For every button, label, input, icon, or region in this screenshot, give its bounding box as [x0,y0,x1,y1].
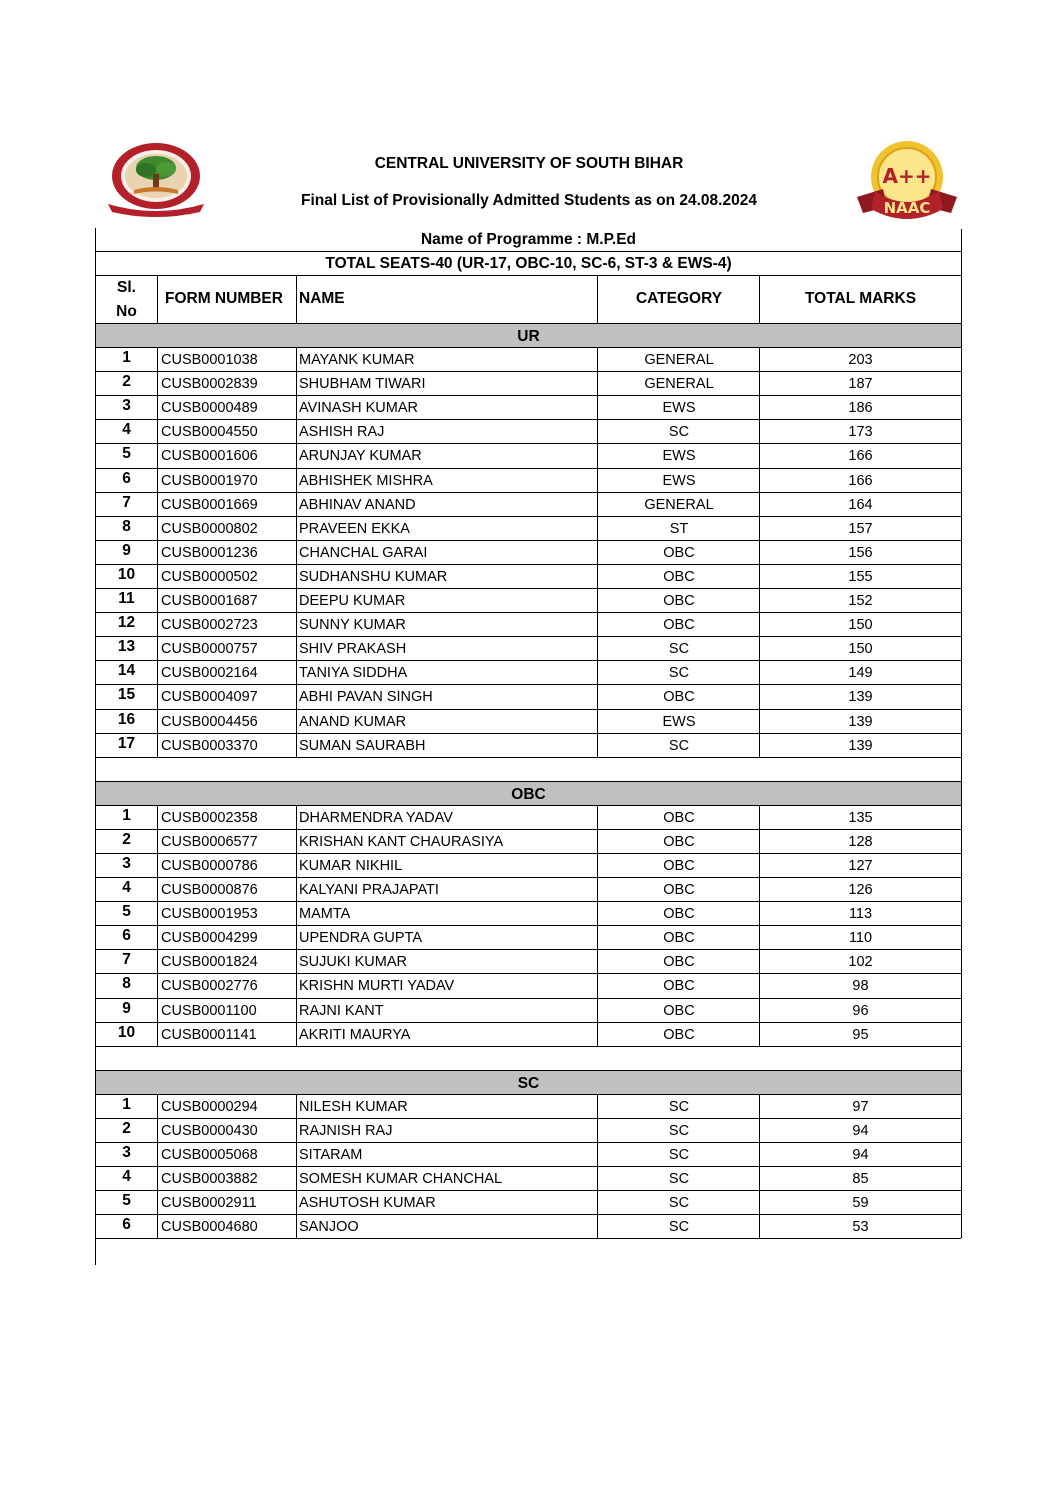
column-divider [961,757,962,781]
row-name: MAMTA [299,906,351,923]
row-category: OBC [663,689,695,706]
row-name: ARUNJAY KUMAR [299,448,422,465]
row-total-marks: 135 [848,809,873,826]
row-category: EWS [662,448,696,465]
column-divider [759,1094,760,1239]
column-divider [597,347,598,757]
row-total-marks: 157 [848,520,873,537]
divider [96,636,961,637]
divider [96,1238,961,1239]
row-form-number: CUSB0004456 [161,713,258,730]
table-row [96,1214,961,1238]
divider [96,275,961,276]
row-name: SOMESH KUMAR CHANCHAL [299,1171,503,1187]
row-category: OBC [663,954,695,971]
col-header-category: CATEGORY [635,290,723,307]
row-name: TANIYA SIDDHA [299,665,408,682]
row-sl-number: 6 [122,469,131,487]
divider [96,492,961,493]
row-form-number: CUSB0001953 [161,906,258,923]
row-total-marks: 173 [848,424,873,441]
divider [96,443,961,444]
row-sl-number: 8 [122,975,131,993]
row-category: OBC [663,930,695,947]
divider [96,805,961,806]
row-sl-number: 16 [117,710,136,728]
row-total-marks: 94 [852,1146,869,1163]
divider [96,998,961,999]
row-category: OBC [663,809,695,826]
row-form-number: CUSB0001141 [161,1026,257,1043]
row-total-marks: 139 [848,713,873,730]
row-form-number: CUSB0002911 [161,1195,257,1212]
row-form-number: CUSB0002358 [161,809,258,826]
section-header: OBC [96,782,961,805]
divider [96,829,961,830]
col-header-sl [96,276,157,324]
row-total-marks: 166 [848,472,873,489]
table-row [96,612,961,636]
row-total-marks: 110 [848,930,873,947]
column-divider [597,1094,598,1239]
column-divider [296,1094,297,1239]
divider [96,709,961,710]
naac-badge [853,137,961,229]
row-sl-number: 4 [122,1168,131,1185]
column-divider [157,347,158,757]
divider [96,1118,961,1119]
divider [96,1142,961,1143]
table-row [96,1022,961,1046]
column-divider [157,1094,158,1239]
row-name: AVINASH KUMAR [299,400,418,417]
row-name: SANJOO [299,1219,359,1236]
row-sl-number: 6 [122,927,131,945]
row-form-number: CUSB0004550 [161,424,258,441]
column-divider [759,347,760,757]
row-form-number: CUSB0000502 [161,568,258,585]
column-divider [961,276,962,323]
row-form-number: CUSB0000430 [161,1122,258,1139]
row-name: ASHISH RAJ [299,424,385,441]
column-divider [296,805,297,1046]
divider [96,516,961,517]
row-form-number: CUSB0002776 [161,978,258,995]
row-name: ABHI PAVAN SINGH [299,689,433,706]
row-name: SUDHANSHU KUMAR [299,568,448,585]
row-total-marks: 150 [848,617,873,634]
table-row [96,805,961,829]
row-name: KALYANI PRAJAPATI [299,882,439,898]
row-total-marks: 139 [848,737,873,754]
row-category: OBC [663,568,695,585]
table-row [96,973,961,997]
divider [96,925,961,926]
row-form-number: CUSB0002839 [161,376,258,393]
row-name: MAYANK KUMAR [299,352,415,368]
row-category: SC [668,1122,690,1139]
col-header-sl-bottom: No [116,303,137,320]
row-sl-number: 5 [122,1192,131,1210]
table-row [96,564,961,588]
row-sl-number: 17 [117,734,136,752]
row-sl-number: 3 [122,397,131,415]
row-total-marks: 164 [848,496,873,513]
row-category: SC [668,1146,690,1163]
row-form-number: CUSB0001236 [161,544,258,561]
row-sl-number: 5 [122,445,131,463]
column-divider [759,276,760,323]
table-row [96,347,961,371]
col-header-sl-top: Sl. [117,279,136,296]
divider [96,684,961,685]
column-divider [157,276,158,323]
column-divider [961,347,962,757]
divider [96,395,961,396]
row-form-number: CUSB0003882 [161,1171,258,1187]
row-form-number: CUSB0002164 [161,665,258,682]
row-name: SITARAM [299,1146,363,1163]
row-sl-number: 7 [122,493,131,511]
row-name: ANAND KUMAR [299,713,407,730]
table-row [96,468,961,492]
table-row [96,636,961,660]
row-sl-number: 1 [122,806,131,824]
table-row [96,660,961,684]
row-form-number: CUSB0005068 [161,1146,258,1163]
row-total-marks: 126 [848,882,873,898]
row-form-number: CUSB0004097 [161,689,258,706]
row-category: OBC [663,978,695,995]
col-header-form: FORM NUMBER [165,290,283,307]
naac-label: NAAC [883,199,931,217]
column-divider [296,276,297,323]
row-sl-number: 13 [117,638,136,656]
table-row [96,853,961,877]
row-name: ABHISHEK MISHRA [299,472,433,489]
university-name: CENTRAL UNIVERSITY OF SOUTH BIHAR [374,155,684,172]
row-total-marks: 127 [848,857,873,874]
row-category: GENERAL [644,352,714,368]
table-row [96,516,961,540]
table-row [96,829,961,853]
row-category: ST [669,520,689,537]
column-divider [961,323,962,347]
divider [96,1190,961,1191]
divider [96,853,961,854]
row-name: SHUBHAM TIWARI [299,376,426,393]
divider [96,949,961,950]
row-sl-number: 10 [117,565,136,583]
row-name: CHANCHAL GARAI [299,544,428,561]
column-divider [961,229,962,276]
row-category: OBC [663,857,695,874]
row-category: OBC [663,882,695,898]
row-category: OBC [663,833,695,850]
row-total-marks: 166 [848,448,873,465]
row-name: ASHUTOSH KUMAR [299,1195,436,1212]
divider [96,1094,961,1095]
table-row [96,395,961,419]
table-row [96,949,961,973]
column-divider [961,781,962,805]
row-category: EWS [662,713,696,730]
row-category: EWS [662,400,696,417]
divider [96,1022,961,1023]
row-sl-number: 2 [122,830,131,848]
row-sl-number: 1 [122,1095,131,1113]
row-category: GENERAL [644,376,714,393]
table-row [96,1190,961,1214]
row-category: SC [668,737,690,754]
row-sl-number: 8 [122,517,131,535]
row-sl-number: 2 [122,373,131,391]
row-sl-number: 6 [122,1216,131,1234]
row-form-number: CUSB0001970 [161,472,258,489]
row-name: RAJNISH RAJ [299,1122,393,1139]
row-category: OBC [663,1002,695,1019]
row-category: SC [668,641,690,658]
table-row [96,371,961,395]
row-name: SHIV PRAKASH [299,641,407,658]
column-divider [961,1046,962,1070]
row-name: RAJNI KANT [299,1002,384,1019]
column-divider [759,805,760,1046]
row-form-number: CUSB0000294 [161,1098,258,1115]
table-row [96,709,961,733]
row-form-number: CUSB0001038 [161,352,258,368]
table-row [96,540,961,564]
row-name: UPENDRA GUPTA [299,930,423,947]
row-sl-number: 4 [122,421,131,439]
column-divider [961,805,962,1046]
row-name: NILESH KUMAR [299,1098,408,1115]
row-sl-number: 5 [122,903,131,921]
table-row [96,588,961,612]
divider [96,1166,961,1167]
row-form-number: CUSB0006577 [161,833,258,850]
row-category: EWS [662,472,696,489]
divider [96,347,961,348]
row-name: ABHINAV ANAND [299,496,416,513]
divider [96,371,961,372]
row-sl-number: 2 [122,1119,131,1137]
row-category: SC [668,1219,690,1236]
row-category: SC [668,1171,690,1187]
table-row [96,998,961,1022]
section-header: UR [96,324,961,347]
column-divider [157,805,158,1046]
row-form-number: CUSB0001669 [161,496,258,513]
row-name: SUMAN SAURABH [299,737,426,754]
column-divider [597,805,598,1046]
column-divider [296,347,297,757]
row-sl-number: 9 [122,541,131,559]
divider [96,564,961,565]
row-form-number: CUSB0003370 [161,737,258,754]
row-total-marks: 59 [852,1195,869,1212]
row-form-number: CUSB0002723 [161,617,258,634]
divider [96,901,961,902]
row-sl-number: 3 [122,854,131,872]
row-name: SUNNY KUMAR [299,617,406,634]
row-category: SC [668,1098,690,1115]
row-form-number: CUSB0000786 [161,857,258,874]
column-divider [961,1094,962,1239]
section-header: SC [96,1071,961,1094]
row-sl-number: 7 [122,951,131,969]
column-divider [961,1070,962,1094]
col-header-name: NAME [299,290,345,307]
row-total-marks: 128 [848,833,873,850]
row-name: AKRITI MAURYA [299,1026,411,1043]
row-total-marks: 187 [848,376,873,393]
row-total-marks: 85 [852,1171,869,1187]
row-total-marks: 102 [848,954,873,971]
row-category: OBC [663,593,695,609]
row-name: KRISHAN KANT CHAURASIYA [299,833,504,850]
row-total-marks: 155 [848,568,873,585]
divider [96,612,961,613]
row-category: SC [668,665,690,682]
row-category: GENERAL [644,496,714,513]
row-category: OBC [663,1026,695,1043]
row-sl-number: 10 [117,1023,136,1041]
row-total-marks: 139 [848,689,873,706]
row-total-marks: 152 [848,593,873,609]
row-total-marks: 156 [848,544,873,561]
row-form-number: CUSB0001687 [161,593,258,609]
row-form-number: CUSB0004299 [161,930,258,947]
row-sl-number: 12 [117,614,136,632]
row-category: OBC [663,617,695,634]
row-name: DHARMENDRA YADAV [299,809,453,826]
row-total-marks: 96 [852,1002,869,1019]
divider [96,757,961,758]
table-row [96,684,961,708]
list-title: Final List of Provisionally Admitted Students as on 24.08.2024 [301,192,757,209]
row-name: SUJUKI KUMAR [299,954,407,971]
row-category: OBC [663,906,695,923]
university-logo [106,142,206,218]
col-header-marks: TOTAL MARKS [804,290,917,307]
divider [96,733,961,734]
divider [96,1214,961,1215]
row-sl-number: 14 [117,662,136,680]
divider [96,540,961,541]
row-sl-number: 11 [118,590,135,607]
row-category: SC [668,1195,690,1212]
row-name: KUMAR NIKHIL [299,857,403,874]
table-row [96,1118,961,1142]
table-row [96,1094,961,1118]
total-seats: TOTAL SEATS-40 (UR-17, OBC-10, SC-6, ST-3 & EWS-4) [325,255,732,272]
naac-grade: A++ [882,164,932,188]
row-total-marks: 94 [852,1122,869,1139]
row-total-marks: 97 [852,1098,869,1115]
row-total-marks: 98 [852,978,869,995]
divider [96,419,961,420]
row-form-number: CUSB0001100 [161,1002,257,1019]
row-total-marks: 186 [848,400,873,417]
row-sl-number: 9 [122,999,131,1017]
row-form-number: CUSB0001824 [161,954,258,971]
table-row [96,901,961,925]
programme-name: Name of Programme : M.P.Ed [420,231,637,248]
table-row [96,492,961,516]
row-name: DEEPU KUMAR [299,593,406,609]
row-sl-number: 4 [122,879,131,896]
table-row [96,1166,961,1190]
row-category: OBC [663,544,695,561]
row-name: PRAVEEN EKKA [299,520,410,537]
table-row [96,443,961,467]
row-name: KRISHN MURTI YADAV [299,978,455,995]
row-sl-number: 1 [122,349,131,366]
row-sl-number: 3 [122,1143,131,1161]
row-form-number: CUSB0000876 [161,882,258,898]
row-form-number: CUSB0001606 [161,448,258,465]
table-row [96,733,961,757]
row-form-number: CUSB0000802 [161,520,258,537]
divider [96,877,961,878]
row-form-number: CUSB0000489 [161,400,258,417]
row-form-number: CUSB0000757 [161,641,258,658]
divider [96,588,961,589]
row-sl-number: 15 [117,686,136,704]
row-total-marks: 113 [848,906,873,923]
row-total-marks: 150 [848,641,873,658]
divider [96,660,961,661]
column-divider [597,276,598,323]
divider [96,468,961,469]
row-total-marks: 149 [848,665,873,682]
row-category: SC [668,424,690,441]
divider [96,973,961,974]
row-form-number: CUSB0004680 [161,1219,258,1236]
table-row [96,419,961,443]
divider [96,1046,961,1047]
table-row [96,925,961,949]
table-row [96,877,961,901]
row-total-marks: 95 [852,1026,869,1043]
row-total-marks: 203 [848,352,873,368]
table-row [96,1142,961,1166]
row-total-marks: 53 [852,1219,869,1236]
